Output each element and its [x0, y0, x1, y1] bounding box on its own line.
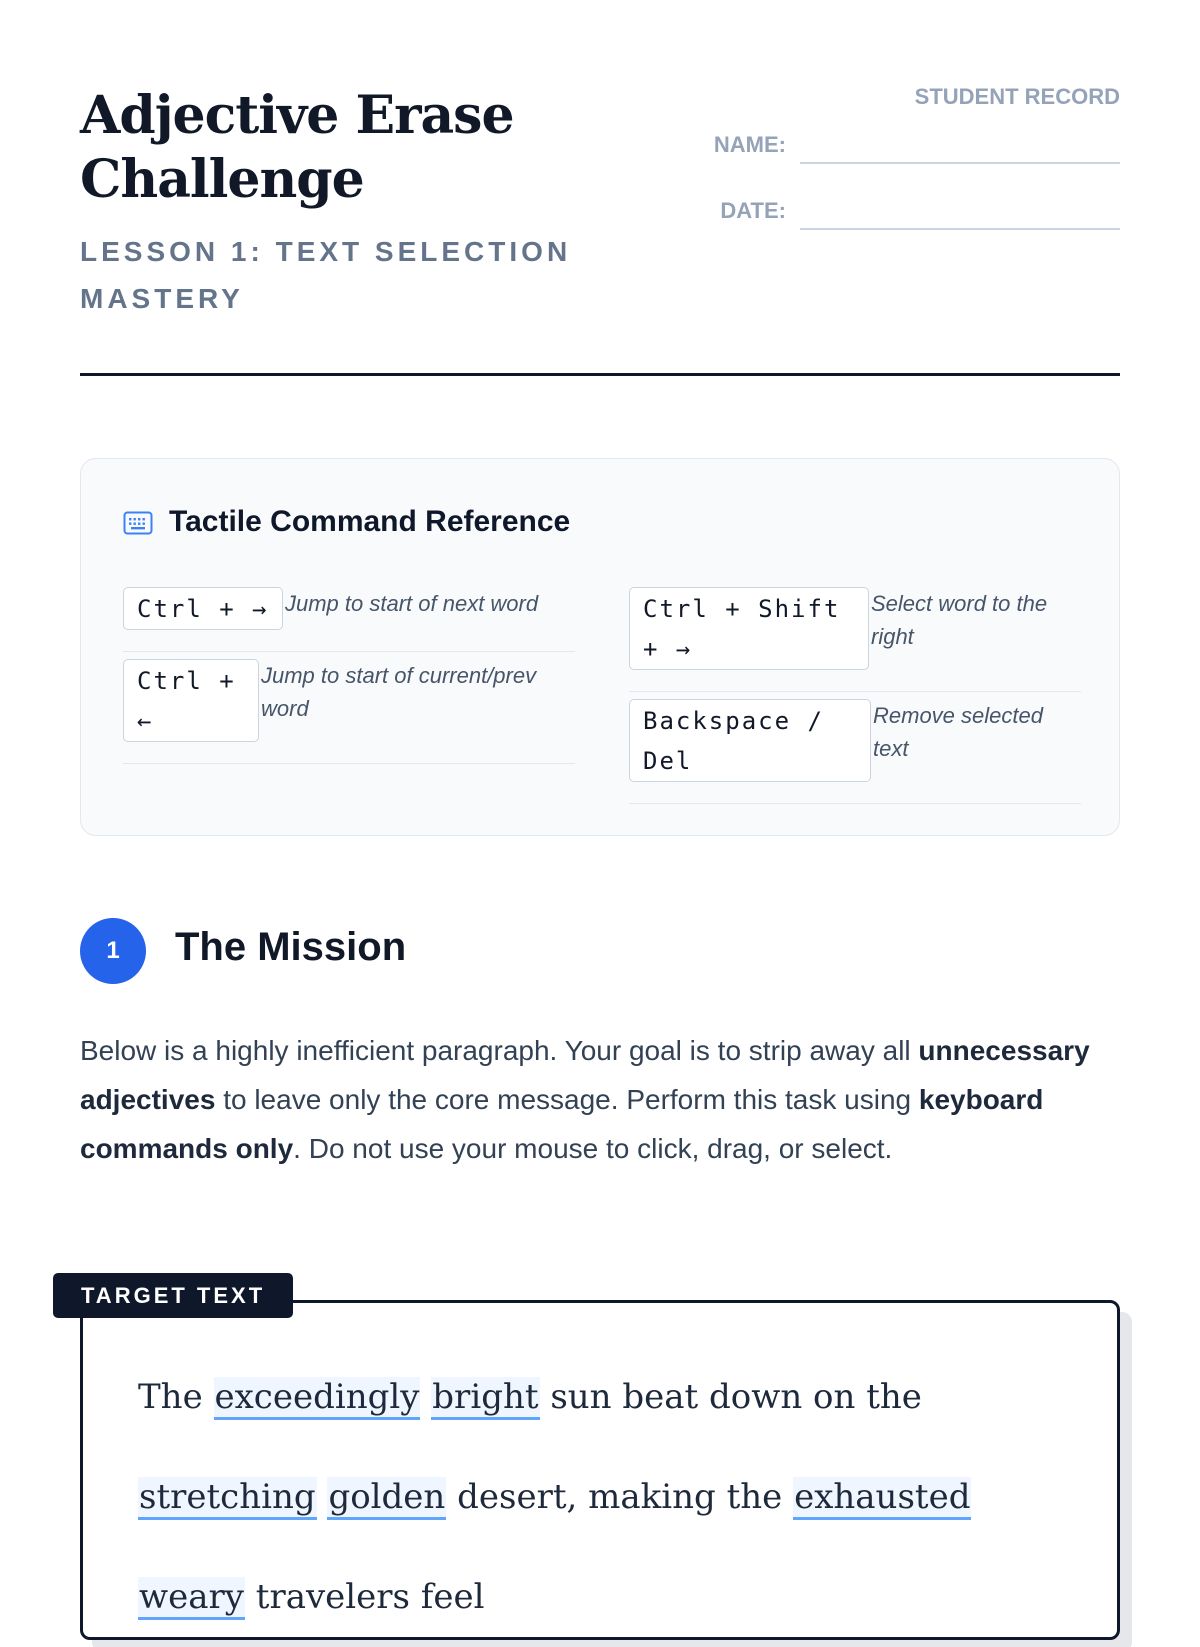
instruction-emphasis: keyboard commands only	[80, 1084, 1044, 1164]
date-field-row	[700, 190, 1120, 230]
target-word: sun beat down on the	[539, 1377, 922, 1417]
name-field-row	[700, 124, 1120, 164]
command-description: Remove selected text	[873, 703, 1043, 761]
student-record-label: STUDENT RECORD	[914, 84, 1120, 109]
instruction-emphasis: unnecessary adjectives	[80, 1035, 1090, 1115]
target-word: The	[138, 1377, 214, 1417]
key-combo: Ctrl + →	[123, 587, 283, 630]
instruction-text: . Do not use your mouse to click, drag, or select.	[293, 1133, 893, 1164]
command-reference-card	[80, 458, 1120, 836]
command-item	[123, 587, 575, 652]
command-description: Jump to start of next word	[285, 591, 539, 616]
command-item	[629, 587, 1081, 692]
reference-title: Tactile Command Reference	[169, 505, 571, 538]
command-description: Select word to the right	[871, 591, 1048, 649]
highlighted-adjective[interactable]: exhausted	[793, 1477, 971, 1520]
mission-instructions	[80, 1026, 1120, 1173]
highlighted-adjective[interactable]: golden	[327, 1477, 446, 1520]
header-divider	[80, 373, 1120, 376]
key-combo: Ctrl + ←	[123, 659, 259, 742]
instruction-text: Below is a highly inefficient paragraph. Your goal is to strip away all	[80, 1035, 919, 1066]
name-label: NAME:	[713, 132, 786, 157]
highlighted-adjective[interactable]: weary	[138, 1577, 245, 1620]
command-description: Jump to start of current/prev word	[261, 663, 537, 721]
highlighted-adjective[interactable]: bright	[431, 1377, 539, 1420]
target-word: desert, making the	[446, 1477, 794, 1517]
date-label: DATE:	[720, 198, 786, 223]
name-field[interactable]	[800, 162, 1120, 164]
target-word: travelers feel	[244, 1577, 485, 1617]
page-subtitle: LESSON 1: TEXT SELECTION MASTERY	[80, 236, 572, 314]
date-field[interactable]	[800, 228, 1120, 230]
target-word	[420, 1377, 431, 1417]
highlighted-adjective[interactable]: exceedingly	[214, 1377, 421, 1420]
step-number-badge: 1	[80, 918, 146, 984]
key-combo: Ctrl + Shift + →	[629, 587, 869, 670]
highlighted-adjective[interactable]: stretching	[138, 1477, 317, 1520]
command-item	[123, 659, 575, 764]
instruction-text: to leave only the core message. Perform this task using	[215, 1084, 919, 1115]
worksheet-page	[80, 0, 1120, 1617]
page-title: Adjective Erase Challenge	[80, 85, 514, 210]
key-combo: Backspace / Del	[629, 699, 871, 782]
command-item	[629, 699, 1081, 804]
target-paragraph[interactable]	[138, 1347, 1078, 1647]
target-text-tag: TARGET TEXT	[53, 1273, 293, 1318]
mission-title: The Mission	[175, 925, 407, 969]
target-word	[317, 1477, 328, 1517]
target-text-box[interactable]	[80, 1300, 1120, 1640]
keyboard-icon	[123, 511, 153, 535]
